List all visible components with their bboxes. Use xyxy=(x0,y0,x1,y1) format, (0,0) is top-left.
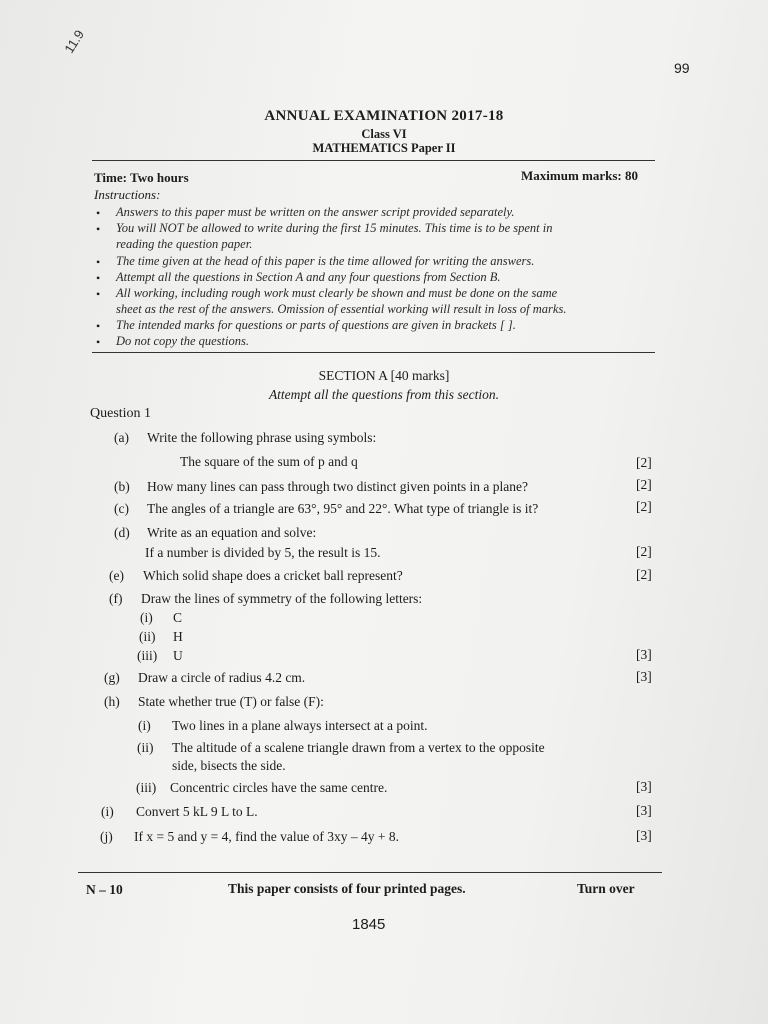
bullet: • xyxy=(96,222,101,236)
section-subtitle: Attempt all the questions from this section. xyxy=(268,387,500,402)
part-text: Draw a circle of radius 4.2 cm. xyxy=(138,670,306,685)
instruction-line: Attempt all the questions in Section A and any four questions from Section B. xyxy=(116,270,501,284)
subpart-label: (iii) xyxy=(136,780,157,795)
subpart-text: Concentric circles have the same centre. xyxy=(170,780,388,795)
part-label: (f) xyxy=(109,591,123,606)
subpart-text: side, bisects the side. xyxy=(172,758,286,773)
max-marks-label: Maximum marks: 80 xyxy=(521,168,638,183)
marks: [2] xyxy=(636,544,652,559)
paper-code: N – 10 xyxy=(86,882,123,897)
marks: [3] xyxy=(636,828,652,843)
part-label: (d) xyxy=(114,525,130,540)
class-label: Class VI xyxy=(361,127,407,141)
subpart-text: Two lines in a plane always intersect at a point. xyxy=(172,718,428,733)
part-label: (e) xyxy=(109,568,124,583)
part-text: Write as an equation and solve: xyxy=(147,525,317,540)
instruction-line: Answers to this paper must be written on the answer script provided separately. xyxy=(116,205,515,219)
part-text: Draw the lines of symmetry of the following letters: xyxy=(141,591,423,606)
part-text: If a number is divided by 5, the result is 15. xyxy=(145,545,381,560)
handwritten-note: 11.9 xyxy=(61,27,87,56)
marks: [3] xyxy=(636,803,652,818)
bullet: • xyxy=(96,255,101,269)
marks: [2] xyxy=(636,477,652,492)
marks: [2] xyxy=(636,499,652,514)
subpart-label: (ii) xyxy=(137,740,154,755)
marks: [3] xyxy=(636,779,652,794)
part-text: How many lines can pass through two distinct given points in a plane? xyxy=(147,479,528,494)
part-text: Convert 5 kL 9 L to L. xyxy=(136,804,258,819)
instruction-line: The time given at the head of this paper is the time allowed for writing the answers. xyxy=(116,254,535,268)
subpart-text: U xyxy=(173,648,183,663)
marks: [2] xyxy=(636,567,652,582)
subpart-text: The altitude of a scalene triangle drawn from a vertex to the opposite xyxy=(172,740,545,755)
part-text: The square of the sum of p and q xyxy=(180,454,358,469)
instruction-line: You will NOT be allowed to write during the first 15 minutes. This time is to be spent in xyxy=(116,221,553,235)
time-label: Time: Two hours xyxy=(94,170,189,185)
instruction-line: The intended marks for questions or parts of questions are given in brackets [ ]. xyxy=(116,318,516,332)
part-text: Write the following phrase using symbols: xyxy=(147,430,377,445)
part-label: (i) xyxy=(101,804,114,819)
bullet: • xyxy=(96,287,101,301)
subpart-label: (i) xyxy=(138,718,151,733)
instruction-line: Do not copy the questions. xyxy=(116,334,249,348)
part-text: Which solid shape does a cricket ball represent? xyxy=(143,568,403,583)
section-title: SECTION A [40 marks] xyxy=(318,368,450,383)
part-text: If x = 5 and y = 4, find the value of 3xy – 4y + 8. xyxy=(134,829,400,844)
instruction-line: reading the question paper. xyxy=(116,237,253,251)
instructions-divider xyxy=(92,352,655,353)
subpart-text: H xyxy=(173,629,183,644)
part-label: (g) xyxy=(104,670,120,685)
instruction-line: sheet as the rest of the answers. Omission of essential working will result in loss of marks. xyxy=(116,302,567,316)
marks: [2] xyxy=(636,455,652,470)
question-title: Question 1 xyxy=(90,406,152,421)
part-label: (j) xyxy=(100,829,113,844)
instruction-line: All working, including rough work must clearly be shown and must be done on the same xyxy=(116,286,558,300)
subject-label: MATHEMATICS Paper II xyxy=(312,141,456,155)
marks: [3] xyxy=(636,647,652,662)
stamp-number: 1845 xyxy=(352,916,386,933)
marks: [3] xyxy=(636,669,652,684)
turn-over-label: Turn over xyxy=(577,881,635,896)
subpart-label: (iii) xyxy=(137,648,158,663)
subpart-label: (i) xyxy=(140,610,153,625)
part-label: (h) xyxy=(104,694,120,709)
header-divider xyxy=(92,160,655,161)
bullet: • xyxy=(96,271,101,285)
bullet: • xyxy=(96,206,101,220)
bullet: • xyxy=(96,335,101,349)
part-label: (c) xyxy=(114,501,129,516)
part-text: The angles of a triangle are 63°, 95° and 22°. What type of triangle is it? xyxy=(147,501,539,516)
subpart-label: (ii) xyxy=(139,629,156,644)
exam-title: ANNUAL EXAMINATION 2017-18 xyxy=(264,108,504,124)
part-text: State whether true (T) or false (F): xyxy=(138,694,324,709)
footer-divider xyxy=(78,872,662,873)
subpart-text: C xyxy=(173,610,183,625)
page-count-note: This paper consists of four printed pages. xyxy=(228,881,466,896)
part-label: (a) xyxy=(114,430,129,445)
bullet: • xyxy=(96,319,101,333)
page-number: 99 xyxy=(674,60,690,76)
part-label: (b) xyxy=(114,479,130,494)
instructions-heading: Instructions: xyxy=(94,187,161,202)
